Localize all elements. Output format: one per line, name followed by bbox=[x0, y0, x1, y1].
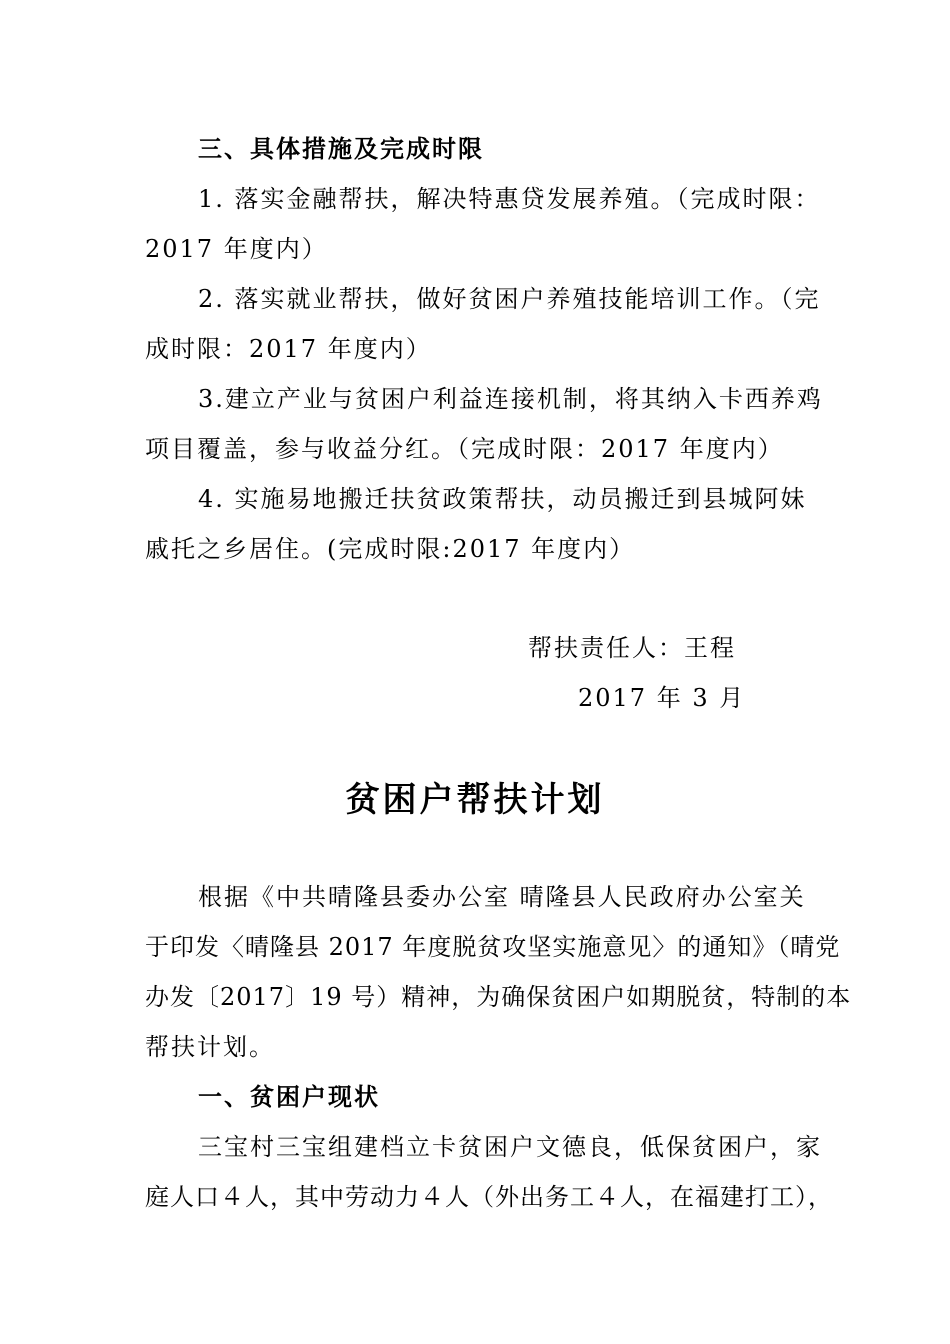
item2-line1: 2. 落实就业帮扶，做好贫困户养殖技能培训工作。（完 bbox=[198, 285, 821, 313]
item3-line2: 项目覆盖，参与收益分红。（完成时限：2017 年度内） bbox=[145, 435, 784, 463]
intro-line1: 根据《中共晴隆县委办公室 晴隆县人民政府办公室关 bbox=[198, 883, 806, 911]
page-title: 贫困户帮扶计划 bbox=[345, 780, 605, 820]
status-line1: 三宝村三宝组建档立卡贫困户文德良，低保贫困户，家 bbox=[198, 1133, 822, 1161]
signature-responsible: 帮扶责任人：王程 bbox=[528, 634, 736, 662]
item3-line1: 3.建立产业与贫困户利益连接机制，将其纳入卡西养鸡 bbox=[198, 385, 823, 413]
intro-line4: 帮扶计划。 bbox=[145, 1033, 275, 1061]
item1-line1: 1. 落实金融帮扶，解决特惠贷发展养殖。（完成时限： bbox=[198, 185, 821, 213]
intro-line3: 办发〔2017〕19 号）精神，为确保贫困户如期脱贫，特制的本 bbox=[145, 983, 852, 1011]
item2-line2: 成时限：2017 年度内） bbox=[145, 335, 432, 363]
item1-line2: 2017 年度内） bbox=[145, 235, 328, 263]
signature-date: 2017 年 3 月 bbox=[578, 684, 746, 712]
item4-line1: 4. 实施易地搬迁扶贫政策帮扶，动员搬迁到县城阿妹 bbox=[198, 485, 807, 513]
item4-line2: 戚托之乡居住。(完成时限:2017 年度内） bbox=[145, 535, 636, 563]
section3-heading: 三、具体措施及完成时限 bbox=[198, 135, 484, 163]
intro-line2: 于印发〈晴隆县 2017 年度脱贫攻坚实施意见〉的通知》（晴党 bbox=[145, 933, 841, 961]
status-line2: 庭人口４人，其中劳动力４人（外出务工４人，在福建打工）， bbox=[145, 1183, 833, 1211]
section1-heading: 一、贫困户现状 bbox=[198, 1083, 380, 1111]
